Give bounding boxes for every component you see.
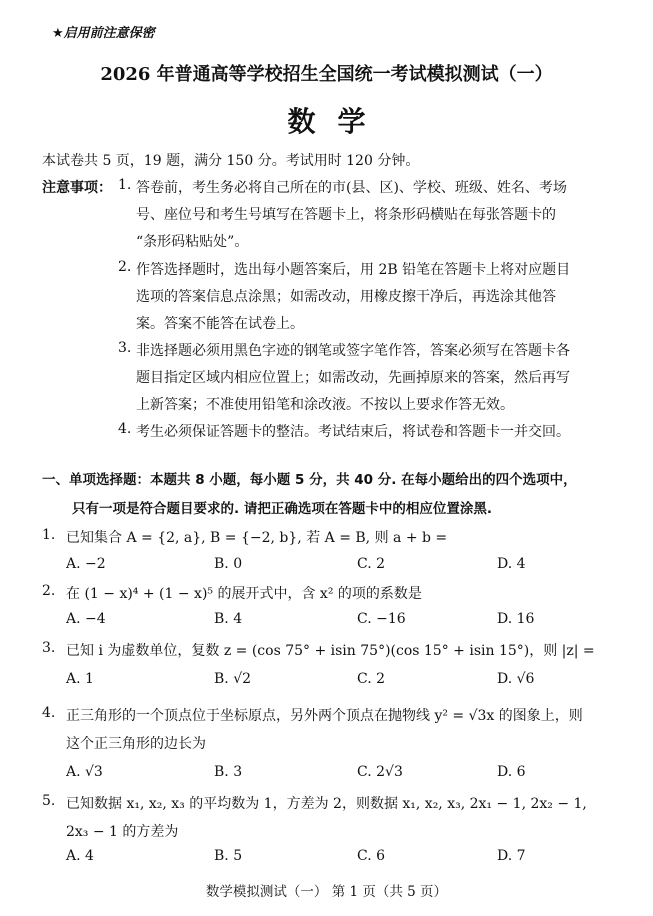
option-c: C. 2 <box>357 556 386 572</box>
option-c: C. 6 <box>357 848 386 864</box>
notice-item-line: 题目指定区域内相应位置上；如需改动，先画掉原来的答案，然后再写 <box>136 370 570 386</box>
notice-item-line: 案。答案不能答在试卷上。 <box>136 316 304 332</box>
section-heading: 一、单项选择题：本题共 8 小题，每小题 5 分，共 40 分. 在每小题给出的四个选项中， <box>42 472 577 488</box>
question-stem: 已知 i 为虚数单位，复数 z = (cos 75° + isin 75°)(cos 15° + isin 15°)，则 |z| = <box>66 643 595 659</box>
question-stem: 在 (1 − x)⁴ + (1 − x)⁵ 的展开式中，含 x² 的项的系数是 <box>66 586 422 602</box>
option-a: A. −2 <box>66 556 106 572</box>
option-c: C. −16 <box>357 611 406 627</box>
notice-item-number: 1. <box>118 177 132 193</box>
notice-item-number: 4. <box>118 421 132 437</box>
notice-item-line: 非选择题必须用黑色字迹的钢笔或签字笔作答，答案必须写在答题卡各 <box>136 343 570 359</box>
page-footer: 数学模拟测试（一） 第 1 页（共 5 页） <box>205 884 448 900</box>
option-a: A. −4 <box>66 611 106 627</box>
notice-item-line: 号、座位号和考生号填写在答题卡上，将条形码横贴在每张答题卡的 <box>136 207 556 223</box>
option-a: A. √3 <box>66 764 103 780</box>
option-b: B. 4 <box>214 611 243 627</box>
notice-item-line: 作答选择题时，选出每小题答案后，用 2B 铅笔在答题卡上将对应题目 <box>136 262 571 278</box>
question-number: 5. <box>42 793 56 809</box>
notice-item-number: 2. <box>118 259 132 275</box>
question-number: 1. <box>42 527 56 543</box>
notice-item-number: 3. <box>118 340 132 356</box>
option-d: D. √6 <box>497 671 535 687</box>
option-b: B. 5 <box>214 848 243 864</box>
question-stem: 已知集合 A = {2, a}, B = {−2, b}, 若 A = B, 则 a + b = <box>66 530 448 546</box>
question-stem-continued: 这个正三角形的边长为 <box>66 736 206 752</box>
option-c: C. 2√3 <box>357 764 403 780</box>
subject-title: 数学 <box>287 105 388 138</box>
question-number: 2. <box>42 583 56 599</box>
question-stem: 正三角形的一个顶点位于坐标原点，另外两个顶点在抛物线 y² = √3x 的图象上，则 <box>66 708 583 724</box>
option-b: B. 3 <box>214 764 243 780</box>
notice-item-line: 上新答案；不准使用铅笔和涂改液。不按以上要求作答无效。 <box>136 397 514 413</box>
option-d: D. 4 <box>497 556 526 572</box>
question-number: 3. <box>42 640 56 656</box>
option-b: B. 0 <box>214 556 243 572</box>
option-d: D. 7 <box>497 848 526 864</box>
option-a: A. 4 <box>66 848 94 864</box>
option-a: A. 1 <box>66 671 94 687</box>
option-c: C. 2 <box>357 671 386 687</box>
option-b: B. √2 <box>214 671 252 687</box>
option-d: D. 16 <box>497 611 535 627</box>
notice-item-line: 考生必须保证答题卡的整洁。考试结束后，将试卷和答题卡一并交回。 <box>136 424 570 440</box>
exam-title: 2026 年普通高等学校招生全国统一考试模拟测试（一） <box>100 64 553 85</box>
question-stem: 已知数据 x₁, x₂, x₃ 的平均数为 1，方差为 2，则数据 x₁, x₂, x₃, 2x₁ − 1, 2x₂ − 1, <box>66 796 587 812</box>
confidential-label: ★启用前注意保密 <box>52 26 155 41</box>
notice-item-line: 选项的答案信息点涂黑；如需改动，用橡皮擦干净后，再选涂其他答 <box>136 289 556 305</box>
question-number: 4. <box>42 705 56 721</box>
notice-label: 注意事项： <box>42 180 112 196</box>
exam-intro: 本试卷共 5 页，19 题，满分 150 分。考试用时 120 分钟。 <box>42 153 420 169</box>
notice-item-line: 答卷前，考生务必将自己所在的市(县、区)、学校、班级、姓名、考场 <box>136 180 567 196</box>
option-d: D. 6 <box>497 764 526 780</box>
question-stem-continued: 2x₃ − 1 的方差为 <box>66 824 179 840</box>
section-heading-continued: 只有一项是符合题目要求的. 请把正确选项在答题卡中的相应位置涂黑. <box>72 501 492 517</box>
notice-item-line: “条形码粘贴处”。 <box>136 234 249 250</box>
